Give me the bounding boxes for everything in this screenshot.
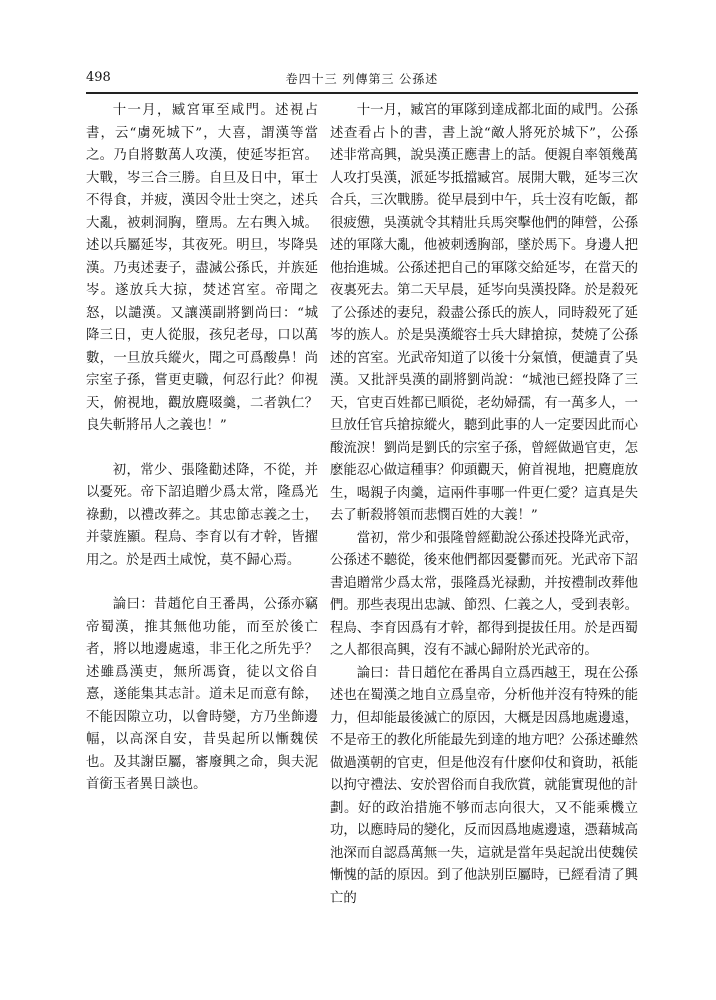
- page-number: 498: [86, 70, 111, 85]
- classical-paragraph-3: 論曰：昔趙佗自王番禺，公孫亦竊帝蜀漢，推其無他功能，而至於後亡者，將以地邊處遠，非王化之所先乎？述雖爲漢吏，無所馮資，徒以文俗自憙，遂能集其志計。道未足而意有餘，不能因隙立功，以會時變，方乃坐飾邊幅，以高深自安，昔吳起所以慚魏侯也。及其謝臣屬，審廢興之命，與夫泥首銜玉者異日談也。: [86, 597, 318, 792]
- page-header: [86, 70, 638, 92]
- header-rule: [86, 92, 638, 94]
- translation-paragraph-2: 當初，常少和張隆曾經勸說公孫述投降光武帝，公孫述不聽從，後來他們都因憂鬱而死。光武帝下詔書追贈常少爲太常，張隆爲光禄勳，并按禮制改葬他們。那些表現出忠誠、節烈、仁義之人，受到表彰。程烏、李育因爲有才幹，都得到提拔任用。於是西蜀之人都很高興，沒有不誠心歸附於光武帝的。: [330, 530, 638, 658]
- translation-text-column: [330, 100, 638, 910]
- classical-paragraph-2: 初，常少、張隆勸述降，不從，并以憂死。帝下詔追贈少爲太常，隆爲光祿勳，以禮改葬之。其忠節志義之士，并蒙旌顯。程烏、李育以有才幹，皆擢用之。於是西土咸悅，莫不歸心焉。: [86, 462, 318, 568]
- translation-paragraph-3: 論曰：昔日趙佗在番禺自立爲西越王，現在公孫述也在蜀漢之地自立爲皇帝，分析他并沒有特殊的能力，但却能最後滅亡的原因，大概是因爲地處邊遠，不是帝王的教化所能最先到達的地方吧？公孫述雖然做過漢朝的官吏，但是他沒有什麽仰仗和資助，祇能以拘守禮法、安於習俗而自我欣賞，就能實現他的計劃。好的政治措施不够而志向很大，又不能乘機立功，以應時局的變化，反而因爲地處邊遠，憑藉城高池深而自認爲萬無一失，這就是當年吳起說出使魏侯慚愧的話的原因。到了他訣别臣屬時，已經看清了興亡的: [330, 665, 638, 906]
- classical-paragraph-1: 十一月，臧宮軍至咸門。述視占書，云“虜死城下”，大喜，謂漢等當之。乃自將數萬人攻漢，使延岑拒宮。大戰，岑三合三勝。自旦及日中，軍士不得食，并疲，漢因令壯士突之，述兵大亂，被刺洞胸，墮馬。左右輿入城。述以兵屬延岑，其夜死。明旦，岑降吳漢。乃夷述妻子，盡滅公孫氏，并族延岑。遂放兵大掠，焚述宮室。帝聞之怒，以譴漢。又讓漢副將劉尚曰：“城降三日，吏人從服，孩兒老母，口以萬數，一旦放兵縱火，聞之可爲酸鼻！尚宗室子孫，嘗更吏職，何忍行此？仰視天，俯視地，觀放麑啜羹，二者孰仁？良失斬將吊人之義也！”: [86, 103, 318, 433]
- chapter-title: 卷四十三 列傳第三 公孫述: [285, 72, 439, 86]
- classical-text-column: [86, 100, 318, 819]
- translation-paragraph-1: 十一月，臧宮的軍隊到達成都北面的咸門。公孫述查看占卜的書，書上說“敵人將死於城下”，公孫述非常高興，說吳漢正應書上的話。便親自率領幾萬人攻打吳漢，派延岑抵擋臧宮。展開大戰，延岑三次合兵，三次戰勝。從早晨到中午，兵士沒有吃飯，都很疲憊，吳漢就令其精壯兵馬突擊他們的陣營，公孫述的軍隊大亂，他被刺透胸部，墜於馬下。身邊人把他抬進城。公孫述把自己的軍隊交給延岑，在當天的夜裏死去。第二天早晨，延岑向吳漢投降。於是殺死了公孫述的妻兒，殺盡公孫氏的族人，同時殺死了延岑的族人。於是吳漢縱容士兵大肆搶掠，焚燒了公孫述的宮室。光武帝知道了以後十分氣憤，便譴責了吳漢。又批評吳漢的副將劉尚說：“城池已經投降了三天，官吏百姓都已順從，老幼婦孺，有一萬多人，一旦放任官兵搶掠縱火，聽到此事的人一定要因此而心酸流淚！劉尚是劉氏的宗室子孫，曾經做過官吏，怎麽能忍心做這種事？仰頭觀天，俯首視地，把麑鹿放生，喝親子肉羹，這兩件事哪一件更仁愛？這真是失去了斬殺將領而悲憫百姓的大義！”: [330, 103, 638, 523]
